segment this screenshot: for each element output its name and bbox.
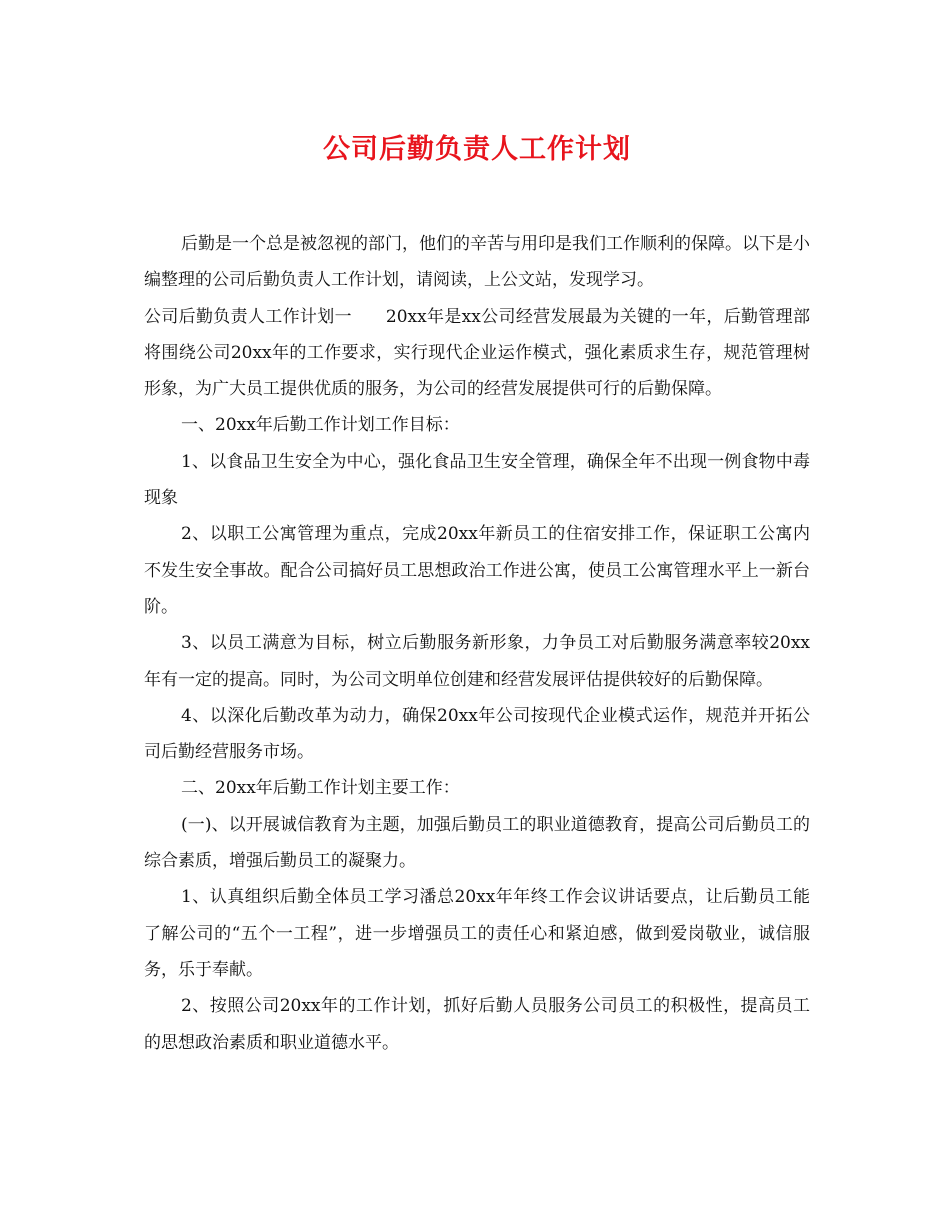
plan-heading: 公司后勤负责人工作计划一: [144, 306, 352, 327]
section-heading-work: 二、20xx年后勤工作计划主要工作：: [181, 778, 460, 799]
document-body: [144, 226, 810, 1061]
goal-item-4: 4、以深化后勤改革为动力，确保20xx年公司按现代企业模式运作，规范并开拓公司后勤经营服务市场。: [144, 705, 810, 763]
work-item-2: 2、按照公司20xx年的工作计划，抓好后勤人员服务公司员工的积极性，提高员工的思想政治素质和职业道德水平。: [144, 996, 810, 1053]
goal-item-1: 1、以食品卫生安全为中心，强化食品卫生安全管理，确保全年不出现一例食物中毒现象: [144, 451, 810, 509]
work-item-1: 1、认真组织后勤全体员工学习潘总20xx年年终工作会议讲话要点，让后勤员工能了解公司的“五个一工程”，进一步增强员工的责任心和紧迫感，做到爱岗敬业，诚信服务，乐于奉献。: [144, 887, 810, 980]
work-subsection-1: (一)、以开展诚信教育为主题，加强后勤员工的职业道德教育，提高公司后勤员工的综合素质，增强后勤员工的凝聚力。: [144, 814, 810, 872]
plan-paragraph: [144, 299, 810, 408]
section-heading-goals: 一、20xx年后勤工作计划工作目标：: [181, 415, 460, 436]
intro-paragraph: 后勤是一个总是被忽视的部门，他们的辛苦与用印是我们工作顺利的保障。以下是小编整理的公司后勤负责人工作计划，请阅读，上公文站，发现学习。: [144, 234, 810, 291]
goal-item-3: 3、以员工满意为目标，树立后勤服务新形象，力争员工对后勤服务满意率较20xx年有一定的提高。同时，为公司文明单位创建和经营发展评估提供较好的后勤保障。: [144, 633, 810, 690]
goal-item-2: 2、以职工公寓管理为重点，完成20xx年新员工的住宿安排工作，保证职工公寓内不发生安全事故。配合公司搞好员工思想政治工作进公寓，使员工公寓管理水平上一新台阶。: [144, 524, 810, 617]
plan-intro-text: 20xx年是xx公司经营发展最为关键的一年，后勤管理部将围绕公司20xx年的工作要求，实行现代企业运作模式，强化素质求生存，规范管理树形象，为广大员工提供优质的服务，为公司的经营发展提供可行的后勤保障。: [144, 306, 810, 400]
document-title: 公司后勤负责人工作计划: [323, 134, 631, 165]
